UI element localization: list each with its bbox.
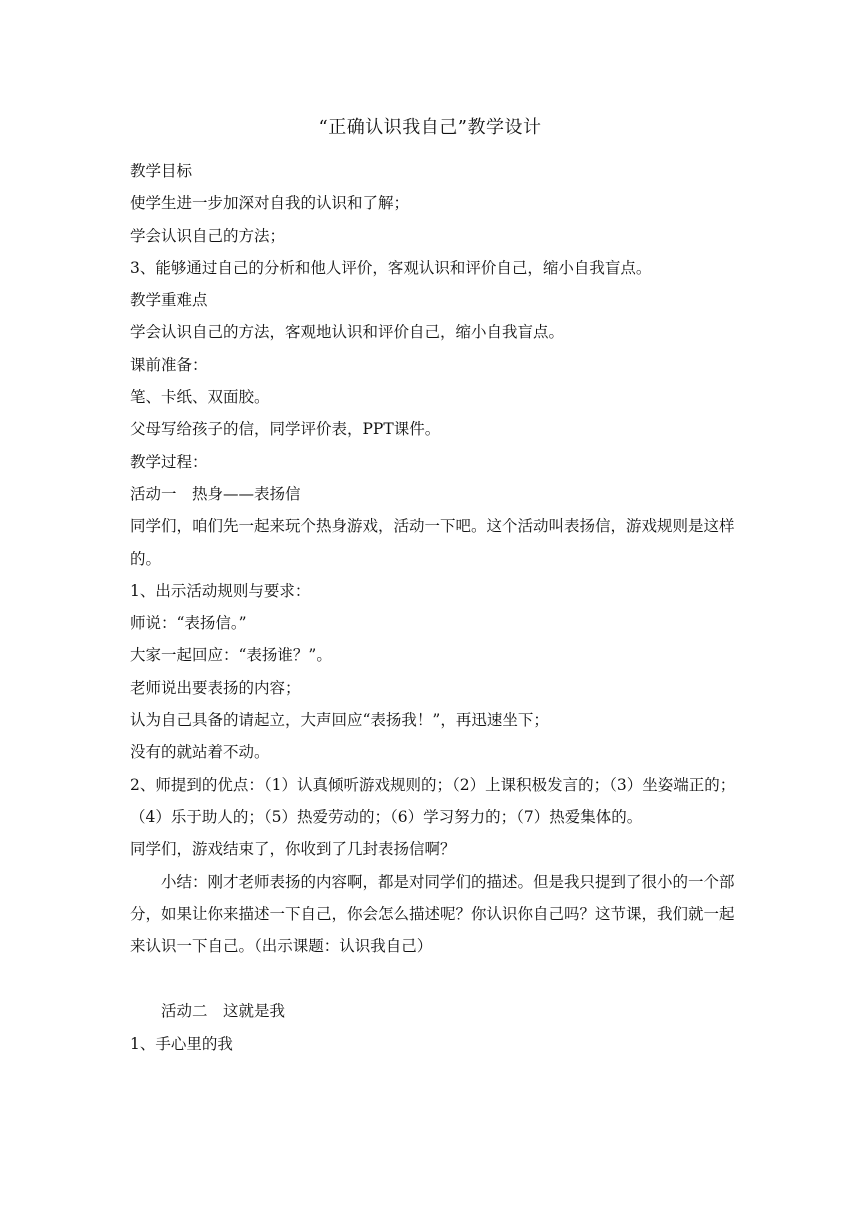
rule-stay-still: 没有的就站着不动。	[130, 743, 270, 762]
activity-two-heading: 活动二 这就是我	[161, 1002, 286, 1021]
goal-item-3: 3、能够通过自己的分析和他人评价，客观认识和评价自己，缩小自我盲点。	[130, 258, 652, 277]
rule-stand-up: 认为自己具备的请起立，大声回应“表扬我！”，再迅速坐下；	[130, 711, 549, 730]
merits-list: 2、师提到的优点：（1）认真倾听游戏规则的；（2）上课积极发言的；（3）坐姿端正的；（4）乐于助人的；（5）热爱劳动的；（6）学习努力的；（7）热爱集体的。	[130, 775, 736, 826]
heading-preparation: 课前准备：	[130, 355, 208, 374]
preparation-item-2: 父母写给孩子的信，同学评价表，PPT课件。	[130, 420, 441, 439]
heading-key-points: 教学重难点	[130, 291, 208, 310]
summary-paragraph: 小结：刚才老师表扬的内容啊，都是对同学们的描述。但是我只提到了很小的一个部分，如果让你来描述一下自己，你会怎么描述呢？你认识你自己吗？这节课，我们就一起来认识一下自己。（出示课题：认识我自己）	[130, 872, 735, 956]
activity-one-heading: 活动一 热身——表扬信	[130, 484, 301, 503]
goal-item-2: 学会认识自己的方法；	[130, 226, 286, 245]
document-title: “正确认识我自己”教学设计	[318, 117, 542, 138]
activity-one-intro: 同学们，咱们先一起来玩个热身游戏，活动一下吧。这个活动叫表扬信，游戏规则是这样的。	[130, 517, 735, 568]
document-body	[130, 155, 745, 1060]
rule-teacher-says: 师说：“表扬信。”	[130, 614, 247, 633]
goal-item-1: 使学生进一步加深对自我的认识和了解；	[130, 194, 410, 213]
heading-process: 教学过程：	[130, 452, 208, 471]
rule-class-responds: 大家一起回应：“表扬谁？”。	[130, 646, 332, 665]
preparation-item-1: 笔、卡纸、双面胶。	[130, 388, 270, 407]
activity-two-item-1: 1、手心里的我	[130, 1034, 233, 1053]
heading-teaching-goals: 教学目标	[130, 162, 193, 180]
key-points-text: 学会认识自己的方法，客观地认识和评价自己，缩小自我盲点。	[130, 323, 565, 342]
rule-teacher-content: 老师说出要表扬的内容；	[130, 678, 301, 697]
paragraph-spacer	[130, 962, 745, 995]
game-end-question: 同学们，游戏结束了，你收到了几封表扬信啊？	[130, 840, 456, 859]
rules-heading: 1、出示活动规则与要求：	[130, 581, 311, 600]
